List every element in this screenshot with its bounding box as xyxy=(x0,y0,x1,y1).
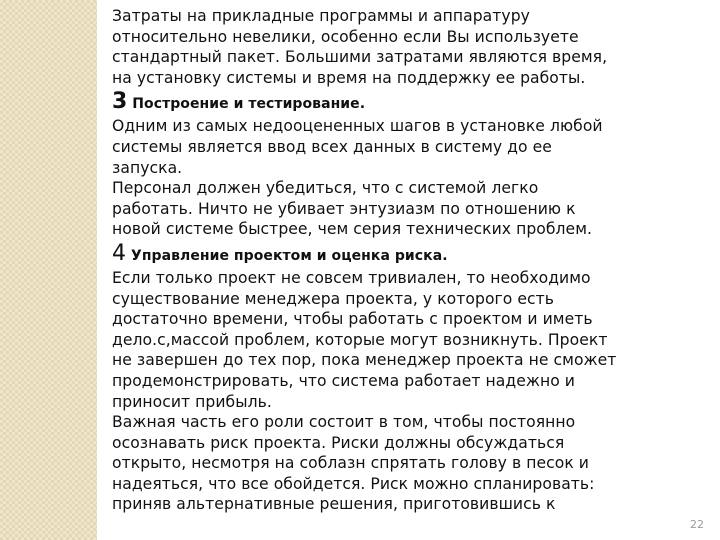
text-line: Если только проект не совсем тривиален, то необходимо xyxy=(112,268,591,287)
text-line: новой системе быстрее, чем серия технических проблем. xyxy=(112,220,593,239)
page-number: 22 xyxy=(690,518,704,531)
intro-paragraph xyxy=(112,6,712,88)
text-line: стандартный пакет. Большими затратами являются время, xyxy=(112,48,608,67)
section-3-title: Построение и тестирование. xyxy=(127,96,366,113)
text-line: осознавать риск проекта. Риски должны обсуждаться xyxy=(112,433,565,452)
text-line: существование менеджера проекта, у которого есть xyxy=(112,289,555,308)
text-line: на установку системы и время на поддержку ее работы. xyxy=(112,68,586,87)
section-4-heading xyxy=(112,242,712,268)
text-line: запуска. xyxy=(112,158,183,177)
text-line: относительно невелики, особенно если Вы используете xyxy=(112,27,579,46)
text-line: открыто, несмотря на соблазн спрятать голову в песок и xyxy=(112,454,589,473)
text-line: дело.с,массой проблем, которые могут возникнуть. Проект xyxy=(112,330,608,349)
decorative-side-strip xyxy=(0,0,97,540)
text-line: надеяться, что все обойдется. Риск можно спланировать: xyxy=(112,474,595,493)
section-4-body xyxy=(112,268,712,515)
section-4-number: 4 xyxy=(112,240,127,266)
section-3-number: 3 xyxy=(112,89,128,115)
section-3-heading xyxy=(112,90,712,116)
text-line: Персонал должен убедиться, что с системой легко xyxy=(112,179,539,198)
text-line: Одним из самых недооцененных шагов в установке любой xyxy=(112,117,603,136)
text-line: работать. Ничто не убивает энтузиазм по отношению к xyxy=(112,199,576,218)
text-line: приняв альтернативные решения, приготовившись к xyxy=(112,495,556,514)
text-line: продемонстрировать, что система работает надежно и xyxy=(112,371,575,390)
section-3-body xyxy=(112,116,712,240)
section-4-title: Управление проектом и оценка риска. xyxy=(126,247,448,264)
text-line: системы является ввод всех данных в систему до ее xyxy=(112,137,552,156)
text-line: Затраты на прикладные программы и аппаратуру xyxy=(112,7,530,25)
text-line: Важная часть его роли состоит в том, чтобы постоянно xyxy=(112,413,576,432)
slide-content xyxy=(112,6,712,515)
text-line: не завершен до тех пор, пока менеджер проекта не сможет xyxy=(112,351,617,370)
text-line: приносит прибыль. xyxy=(112,392,272,411)
text-line: достаточно времени, чтобы работать с проектом и иметь xyxy=(112,310,593,329)
